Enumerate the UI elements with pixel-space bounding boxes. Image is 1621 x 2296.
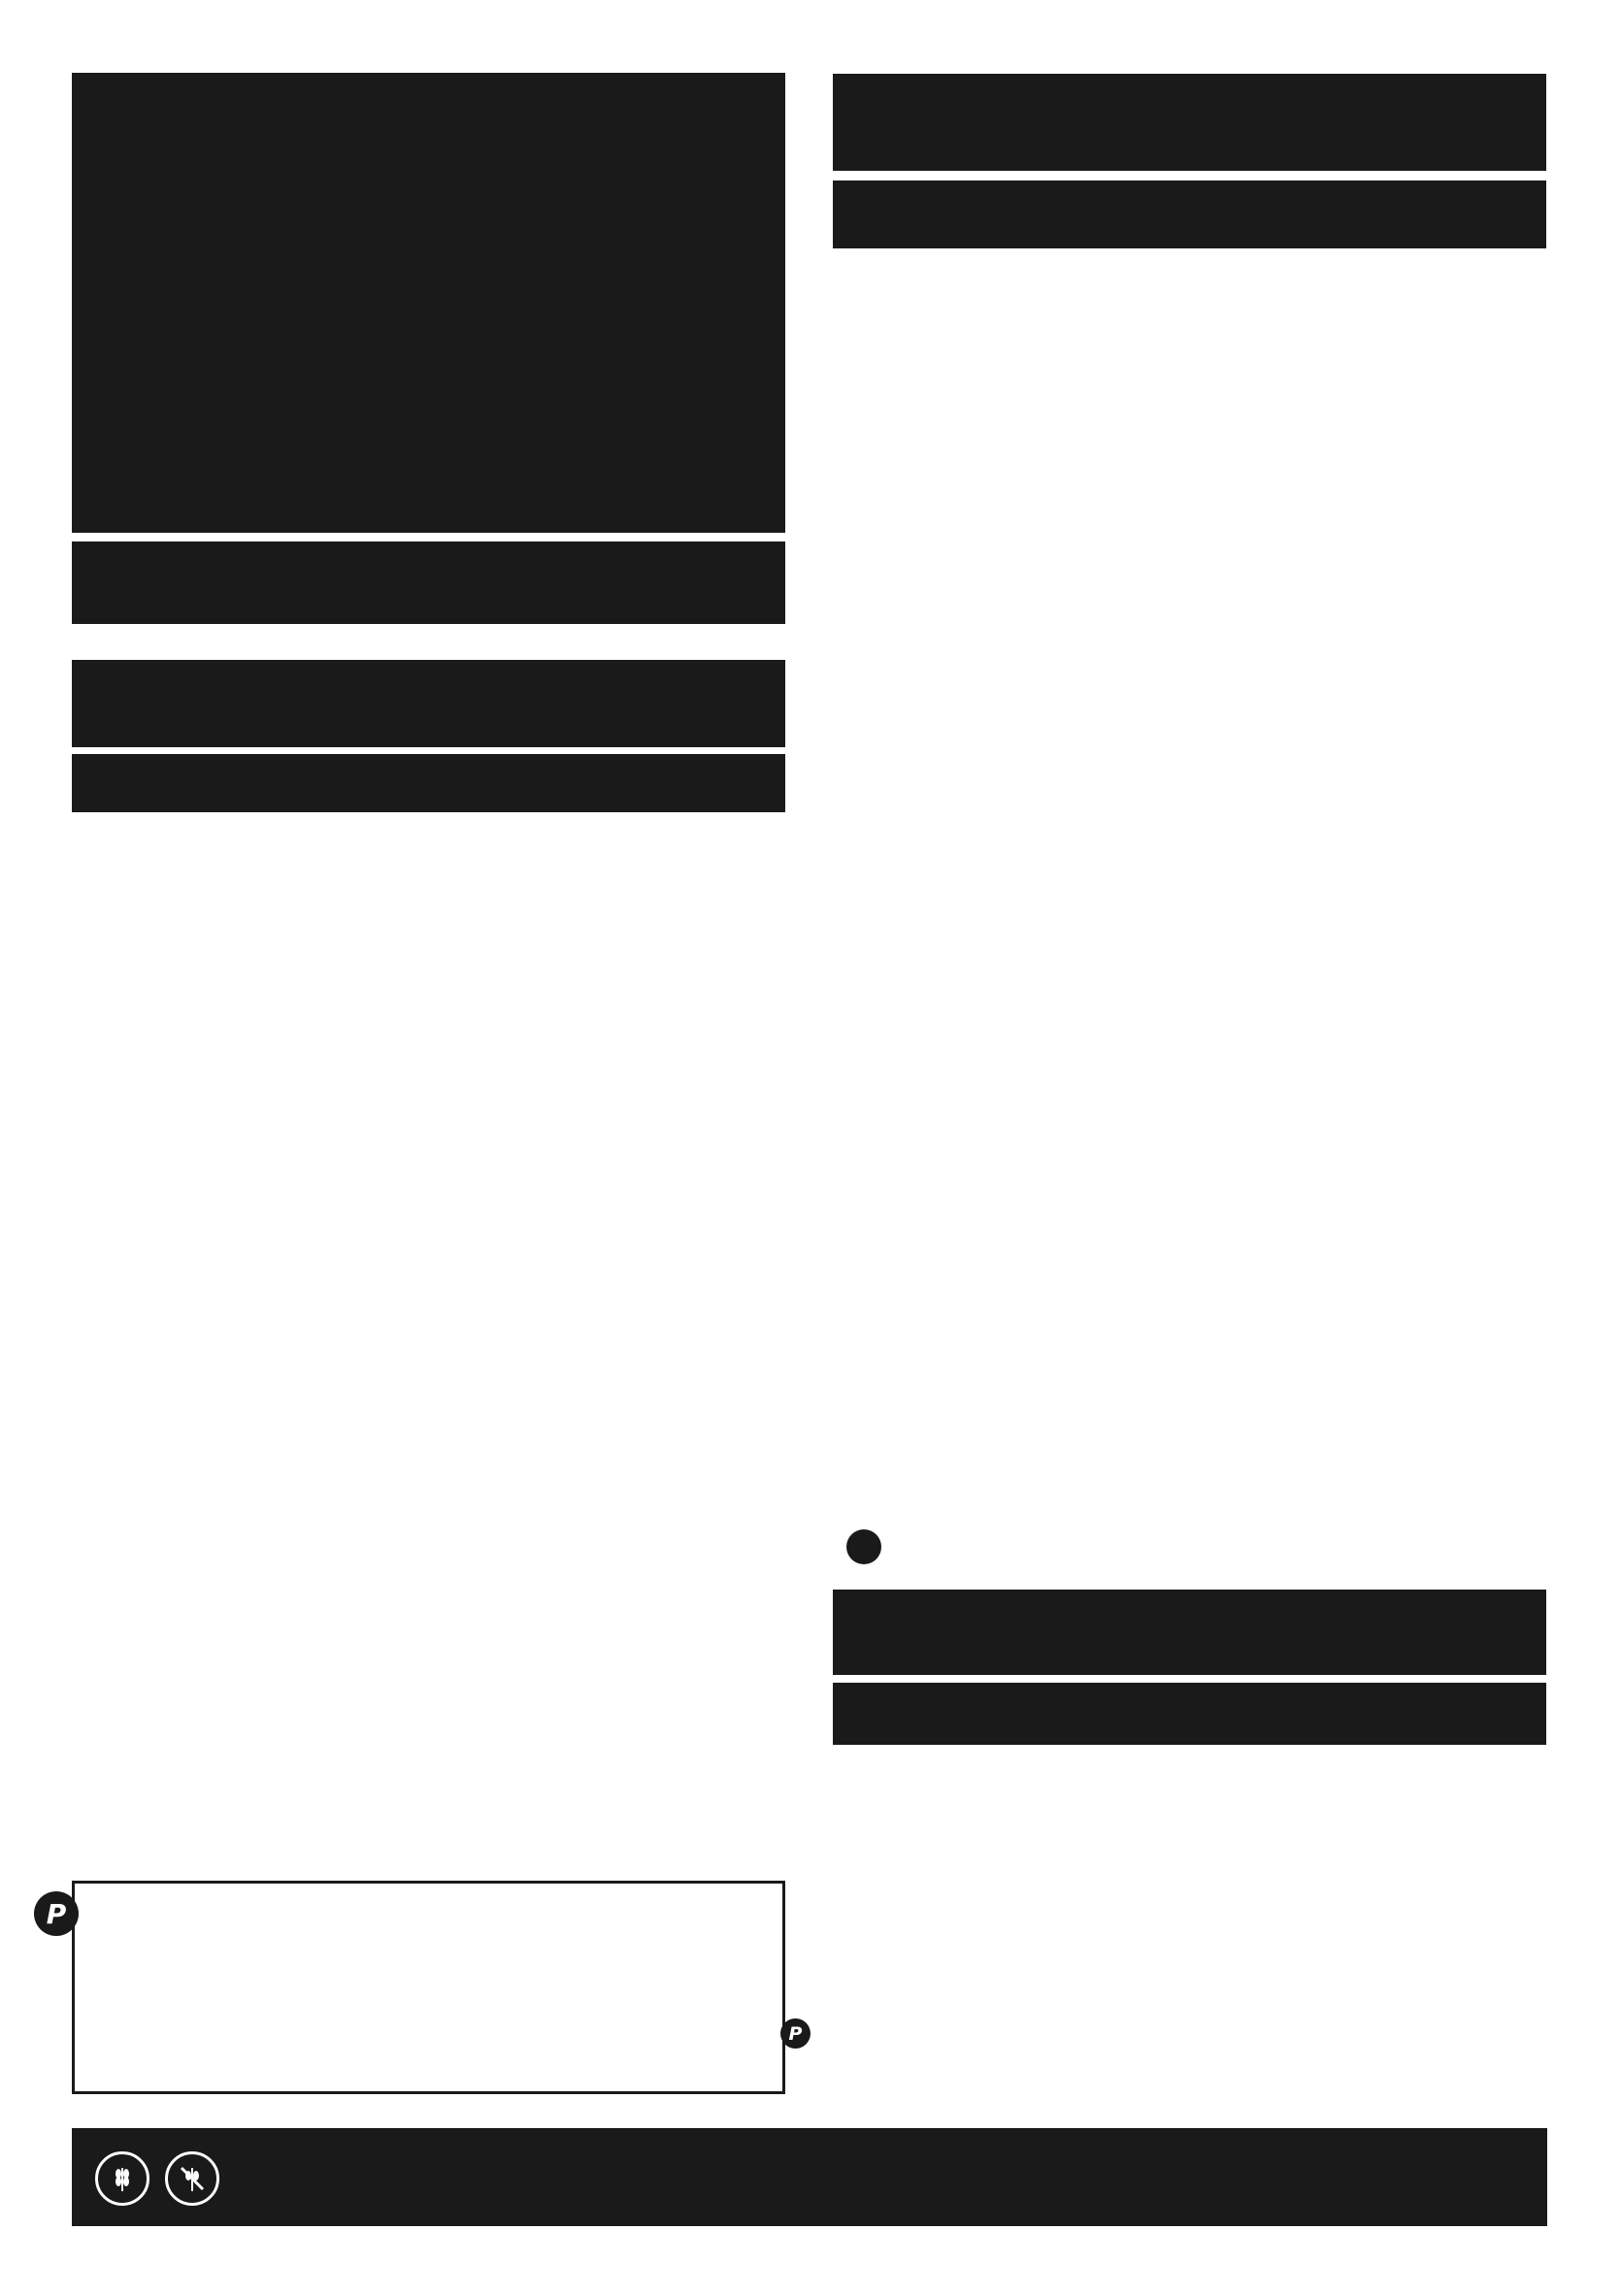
dolci-item [846,1900,1545,1931]
pasta-heading-cn [833,180,1546,248]
dolci-item [846,1772,1545,1795]
favourites-legend [846,1529,872,1564]
footer-line-1 [72,2142,1547,2167]
dolci-heading [833,1590,1546,1675]
footer-line-2 [72,2182,1547,2206]
logo-subtitle [72,541,785,624]
dolci-heading-cn [833,1683,1546,1745]
footer [72,2128,1547,2226]
starters-heading-cn [72,754,785,812]
tasting-menu-box [46,1881,785,2094]
dolci-item [846,1828,1545,1853]
favourite-icon: P [34,1891,79,1936]
logo-panel [72,73,785,533]
pasta-heading [833,74,1546,171]
favourite-icon [846,1529,881,1564]
dolci-item [788,2018,1545,2052]
starters-heading [72,660,785,747]
favourite-icon: P [780,2018,810,2049]
